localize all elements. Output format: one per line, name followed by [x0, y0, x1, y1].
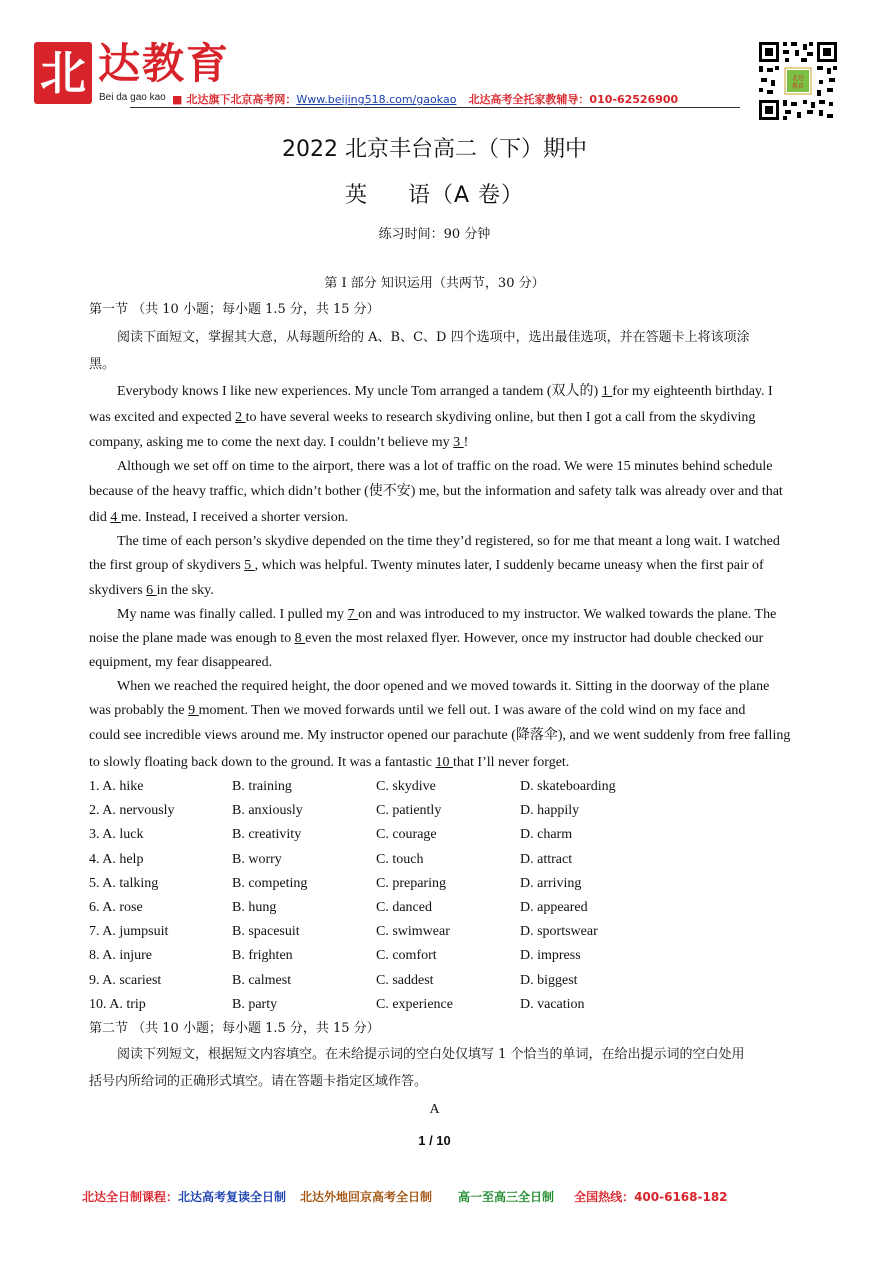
- qr-code-icon: [757, 40, 839, 122]
- option-10-C: C. experience: [376, 996, 453, 1012]
- option-8-D: D. impress: [520, 948, 581, 964]
- qr-label-bottom: 教育: [791, 83, 805, 90]
- option-8-A: 8. A. injure: [89, 948, 152, 964]
- option-4-C: C. touch: [376, 851, 424, 867]
- footer-course-repeat: 北达高考复读全日制: [178, 1190, 287, 1204]
- option-6-A: 6. A. rose: [89, 900, 143, 915]
- option-9-C: C. saddest: [376, 972, 434, 988]
- passage-line: to slowly floating back down to the ground. It was a fantastic 10 that I’ll never forget.: [89, 755, 570, 770]
- option-5-D: D. arriving: [520, 875, 582, 891]
- option-4-A: 4. A. help: [89, 851, 144, 867]
- part1-heading: 第 I 部分 知识运用（共两节，30 分）: [324, 276, 545, 291]
- option-2-B: B. anxiously: [232, 803, 303, 819]
- passage-line: The time of each person’s skydive depended on the time they’d registered, so for me that meant a long wait. I watched: [117, 534, 780, 549]
- option-6-C: C. danced: [376, 900, 432, 915]
- option-3-A: 3. A. luck: [89, 827, 144, 843]
- passage-line: because of the heavy traffic, which didn’t bother (使不安) me, but the information and safety talk was already over and that: [89, 484, 783, 499]
- passage-line: Everybody knows I like new experiences. My uncle Tom arranged a tandem (双人的) 1 for my eighteenth birthday. I: [117, 384, 773, 399]
- option-10-A: 10. A. trip: [89, 996, 146, 1012]
- blank-8: 8: [294, 631, 306, 646]
- blank-2: 2: [235, 410, 246, 425]
- option-5-B: B. competing: [232, 875, 308, 891]
- logo-mark: [34, 42, 92, 104]
- footer: [82, 1188, 738, 1205]
- option-10-B: B. party: [232, 996, 278, 1012]
- option-1-C: C. skydive: [376, 779, 436, 794]
- option-3-C: C. courage: [376, 827, 437, 843]
- blank-10: 10: [435, 755, 453, 770]
- logo-glyph: 北: [40, 46, 86, 100]
- passage-line: equipment, my fear disappeared.: [89, 655, 273, 670]
- passage-line: My name was finally called. I pulled my 7 on and was introduced to my instructor. We walked towards the plane. The: [117, 607, 777, 622]
- blank-1: 1: [601, 384, 613, 399]
- option-7-A: 7. A. jumpsuit: [89, 924, 169, 940]
- subject-title: [0, 178, 869, 209]
- passage-line: the first group of skydivers 5 , which was helpful. Twenty minutes later, I suddenly became uneasy when the first pair of: [89, 558, 764, 573]
- passage-line: was probably the 9 moment. Then we moved forwards until we fell out. I was aware of the cold wind on my face and: [89, 703, 746, 718]
- option-2-A: 2. A. nervously: [89, 803, 175, 819]
- option-1-D: D. skateboarding: [520, 779, 616, 794]
- section2-instruction-line1: 阅读下列短文，根据短文内容填空。在未给提示词的空白处仅填写 1 个恰当的单词，在给出提示词的空白处用: [117, 1047, 745, 1062]
- option-10-D: D. vacation: [520, 996, 585, 1012]
- section1-instruction-line1: 阅读下面短文，掌握其大意，从每题所给的 A、B、C、D 四个选项中，选出最佳选项，并在答题卡上将该项涂: [117, 330, 750, 345]
- footer-course-return: 北达外地回京高考全日制: [300, 1190, 433, 1204]
- footer-courses-label: 北达全日制课程：: [82, 1190, 179, 1204]
- option-7-C: C. swimwear: [376, 924, 450, 940]
- blank-7: 7: [347, 607, 359, 622]
- passage-line: Although we set off on time to the airport, there was a lot of traffic on the road. We were 15 minutes behind schedule: [117, 459, 773, 474]
- blank-3: 3: [453, 435, 464, 450]
- subject-char-2: 语（A 卷）: [407, 183, 525, 208]
- passage-line: did 4 me. Instead, I received a shorter version.: [89, 510, 349, 525]
- logo-text: 达教育: [98, 39, 231, 88]
- passage-line: was excited and expected 2 to have several weeks to research skydiving online, but then I got a call from the skydiving: [89, 410, 756, 425]
- option-9-D: D. biggest: [520, 972, 578, 988]
- subject-char-1: 英: [344, 183, 368, 208]
- option-1-B: B. training: [232, 779, 292, 794]
- passage-line: company, asking me to come the next day. I couldn’t believe my 3 !: [89, 435, 469, 450]
- option-3-D: D. charm: [520, 827, 573, 843]
- header-divider: [130, 107, 740, 108]
- section1-heading: 第一节 （共 10 小题；每小题 1.5 分，共 15 分）: [89, 302, 380, 317]
- passage-line: noise the plane made was enough to 8 even the most relaxed flyer. However, once my instructor had double checked our: [89, 631, 764, 646]
- header-info: [172, 91, 678, 107]
- option-5-C: C. preparing: [376, 875, 446, 891]
- option-8-B: B. frighten: [232, 948, 293, 964]
- option-6-B: B. hung: [232, 900, 277, 915]
- option-5-A: 5. A. talking: [89, 875, 159, 891]
- header-url-link[interactable]: Www.beijing518.com/gaokao: [296, 93, 457, 106]
- logo-pinyin: Bei da gao kao: [99, 92, 166, 103]
- blank-4: 4: [110, 510, 121, 525]
- option-6-D: D. appeared: [520, 900, 588, 915]
- passage-line: When we reached the required height, the door opened and we moved towards it. Sitting in the doorway of the plane: [117, 679, 770, 694]
- option-9-B: B. calmest: [232, 972, 292, 988]
- exam-time: 练习时间：90 分钟: [378, 227, 491, 242]
- section2-instruction-line2: 括号内所给词的正确形式填空。请在答题卡指定区域作答。: [89, 1074, 428, 1089]
- section2-heading: 第二节 （共 10 小题；每小题 1.5 分，共 15 分）: [89, 1021, 380, 1036]
- page-title: 2022 北京丰台高二（下）期中: [282, 137, 587, 162]
- option-4-D: D. attract: [520, 851, 573, 867]
- blank-9: 9: [188, 703, 199, 718]
- bullet-icon: ■: [172, 93, 183, 106]
- header-info-phone: 北达高考全托家教辅导：010-62526900: [468, 93, 679, 106]
- qr-label-top: 北达: [791, 75, 805, 82]
- option-2-C: C. patiently: [376, 803, 442, 819]
- passage-line: could see incredible views around me. My instructor opened our parachute (降落伞), and we went suddenly from free falling: [89, 728, 791, 743]
- option-2-D: D. happily: [520, 803, 580, 819]
- option-7-D: D. sportswear: [520, 924, 598, 940]
- option-3-B: B. creativity: [232, 827, 302, 843]
- section1-instruction-line2: 黑。: [89, 357, 116, 372]
- option-1-A: 1. A. hike: [89, 779, 144, 794]
- passage-a-label: A: [429, 1102, 440, 1117]
- option-9-A: 9. A. scariest: [89, 972, 162, 988]
- footer-hotline: 全国热线：400-6168-182: [574, 1190, 728, 1204]
- passage-line: skydivers 6 in the sky.: [89, 583, 214, 598]
- blank-6: 6: [146, 583, 157, 598]
- blank-5: 5: [244, 558, 255, 573]
- footer-course-grades: 高一至高三全日制: [458, 1190, 555, 1204]
- header-info-site-label: 北达旗下北京高考网：: [186, 93, 297, 106]
- option-8-C: C. comfort: [376, 948, 437, 964]
- page-number: 1 / 10: [418, 1133, 451, 1148]
- option-7-B: B. spacesuit: [232, 924, 300, 940]
- option-4-B: B. worry: [232, 851, 282, 867]
